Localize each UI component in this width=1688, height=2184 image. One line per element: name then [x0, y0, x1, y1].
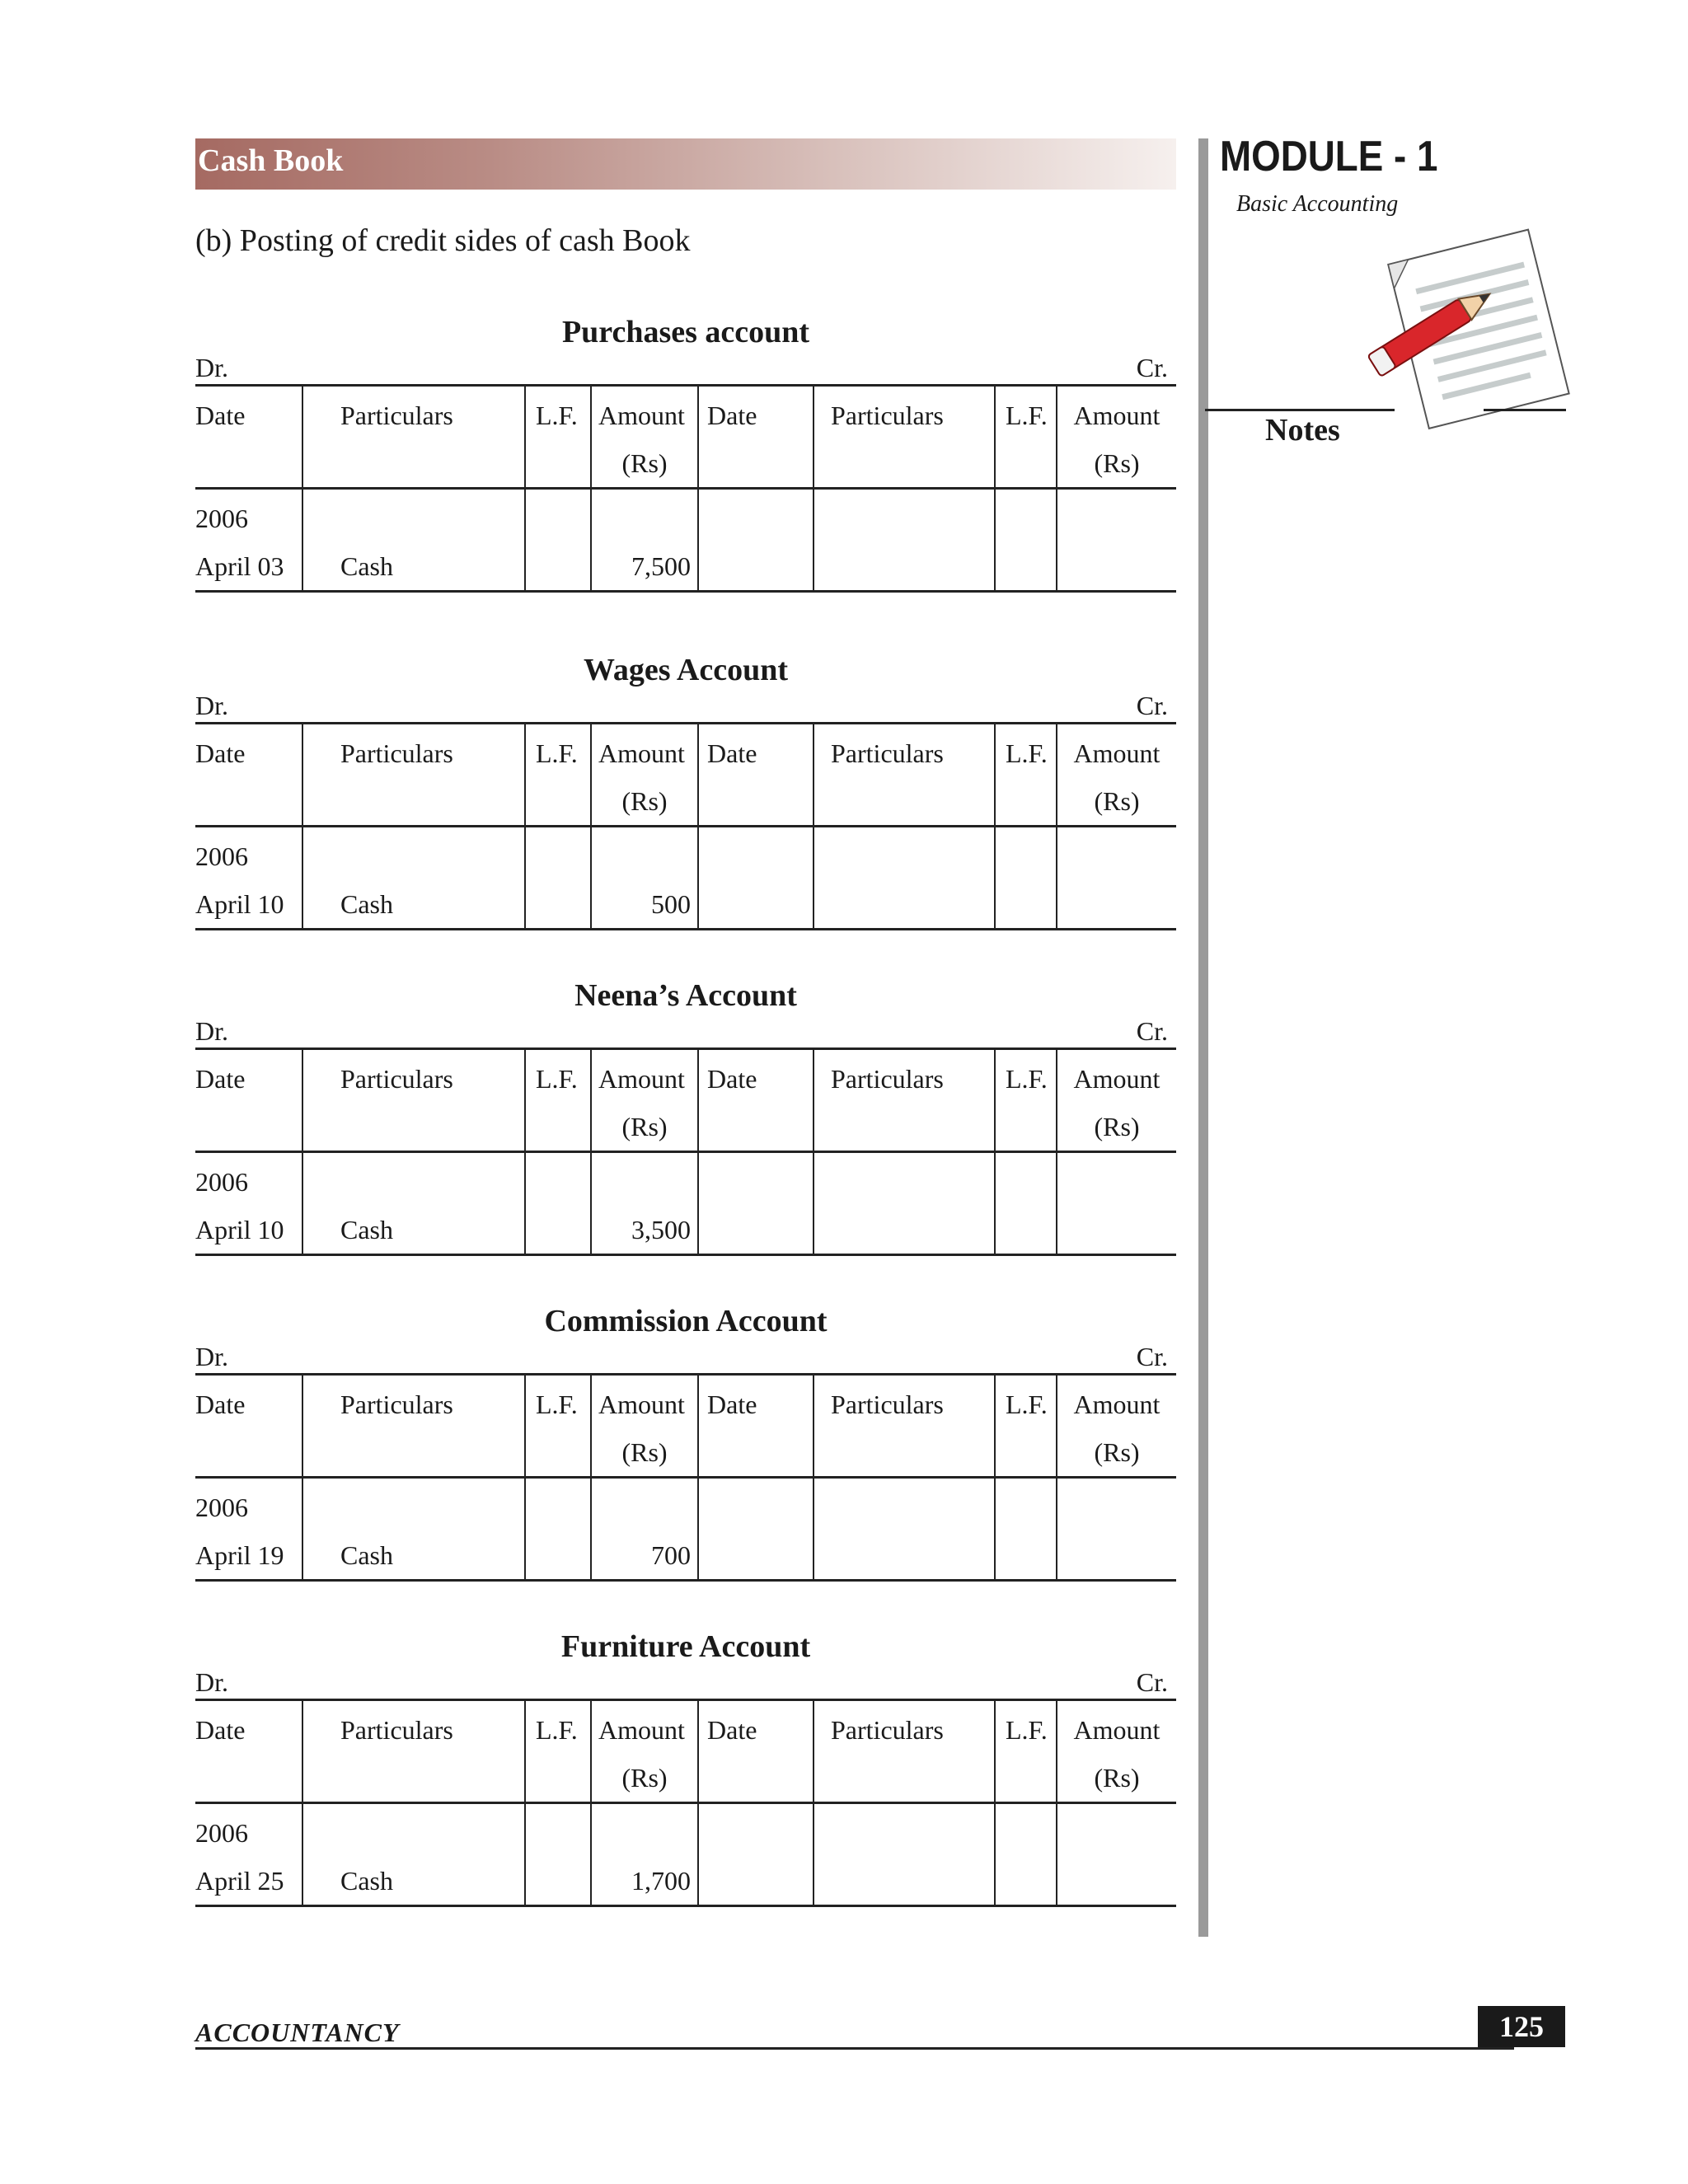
col-lf: L.F.	[525, 1375, 591, 1429]
entry-particulars: Cash	[302, 542, 525, 592]
amount-unit: (Rs)	[591, 1428, 698, 1478]
entry-amount: 7,500	[591, 542, 698, 592]
amount-unit: (Rs)	[1057, 439, 1176, 489]
ledger-title: Wages Account	[583, 653, 789, 687]
amount-unit: (Rs)	[1057, 1428, 1176, 1478]
col-lf: L.F.	[525, 1049, 591, 1104]
col-particulars: Particulars	[814, 1049, 995, 1104]
col-amount: Amount	[1057, 1700, 1176, 1755]
entry-particulars: Cash	[302, 1206, 525, 1255]
credit-label: Cr.	[1136, 1016, 1168, 1046]
ledger-title: Neena’s Account	[574, 978, 797, 1013]
credit-label: Cr.	[1136, 353, 1168, 382]
col-amount: Amount	[591, 1049, 698, 1104]
col-lf: L.F.	[995, 1375, 1057, 1429]
ledger-furniture	[195, 1628, 1176, 1907]
ledger-title: Purchases account	[561, 315, 810, 349]
col-date: Date	[195, 1049, 302, 1104]
col-particulars: Particulars	[302, 1700, 525, 1755]
ledger-table	[195, 722, 1176, 930]
amount-unit: (Rs)	[1057, 1103, 1176, 1152]
notes-label: Notes	[1265, 413, 1340, 448]
col-amount: Amount	[591, 1375, 698, 1429]
debit-label: Dr.	[195, 691, 228, 720]
col-particulars: Particulars	[302, 724, 525, 778]
col-lf: L.F.	[995, 386, 1057, 440]
amount-unit: (Rs)	[591, 439, 698, 489]
col-particulars: Particulars	[302, 386, 525, 440]
col-amount: Amount	[591, 1700, 698, 1755]
footer-subject: ACCOUNTANCY	[195, 2018, 400, 2047]
ledger-neena	[195, 977, 1176, 1256]
entry-year: 2006	[195, 1167, 248, 1197]
col-lf: L.F.	[525, 386, 591, 440]
entry-amount: 3,500	[591, 1206, 698, 1255]
entry-amount: 1,700	[591, 1857, 698, 1906]
col-lf: L.F.	[995, 1700, 1057, 1755]
col-lf: L.F.	[525, 1700, 591, 1755]
col-amount: Amount	[1057, 724, 1176, 778]
col-particulars: Particulars	[814, 1375, 995, 1429]
amount-unit: (Rs)	[591, 1103, 698, 1152]
entry-year: 2006	[195, 1493, 248, 1522]
entry-amount: 700	[591, 1531, 698, 1581]
col-lf: L.F.	[525, 724, 591, 778]
notes-rule-right	[1484, 409, 1566, 411]
module-title: MODULE - 1	[1220, 133, 1438, 180]
ledger-title: Furniture Account	[560, 1629, 811, 1664]
entry-particulars: Cash	[302, 1857, 525, 1906]
credit-label: Cr.	[1136, 691, 1168, 720]
ledger-table	[195, 1047, 1176, 1256]
ledger-table	[195, 1699, 1176, 1907]
entry-date: April 25	[195, 1857, 302, 1906]
amount-unit: (Rs)	[591, 1754, 698, 1803]
amount-unit: (Rs)	[1057, 1754, 1176, 1803]
entry-year: 2006	[195, 841, 248, 871]
entry-particulars: Cash	[302, 1531, 525, 1581]
entry-date: April 03	[195, 542, 302, 592]
debit-label: Dr.	[195, 1016, 228, 1046]
ledger-purchases	[195, 313, 1176, 593]
col-particulars: Particulars	[814, 386, 995, 440]
credit-label: Cr.	[1136, 1342, 1168, 1371]
entry-amount: 500	[591, 880, 698, 930]
entry-date: April 19	[195, 1531, 302, 1581]
col-date: Date	[698, 1700, 814, 1755]
col-amount: Amount	[591, 724, 698, 778]
col-amount: Amount	[1057, 1049, 1176, 1104]
debit-label: Dr.	[195, 1342, 228, 1371]
ledger-table	[195, 384, 1176, 593]
col-date: Date	[195, 1375, 302, 1429]
section-title: Cash Book	[198, 143, 344, 178]
module-subtitle: Basic Accounting	[1236, 191, 1399, 217]
footer-rule	[195, 2047, 1514, 2050]
notepad-pencil-icon	[1360, 214, 1574, 437]
col-date: Date	[195, 724, 302, 778]
col-particulars: Particulars	[814, 1700, 995, 1755]
col-particulars: Particulars	[302, 1049, 525, 1104]
col-lf: L.F.	[995, 1049, 1057, 1104]
notes-rule-left	[1205, 409, 1395, 411]
col-amount: Amount	[1057, 1375, 1176, 1429]
entry-date: April 10	[195, 1206, 302, 1255]
entry-date: April 10	[195, 880, 302, 930]
amount-unit: (Rs)	[591, 777, 698, 827]
col-amount: Amount	[591, 386, 698, 440]
col-particulars: Particulars	[814, 724, 995, 778]
amount-unit: (Rs)	[1057, 777, 1176, 827]
credit-label: Cr.	[1136, 1667, 1168, 1697]
col-date: Date	[195, 1700, 302, 1755]
page-number: 125	[1478, 2006, 1565, 2047]
debit-label: Dr.	[195, 353, 228, 382]
col-amount: Amount	[1057, 386, 1176, 440]
col-lf: L.F.	[995, 724, 1057, 778]
col-date: Date	[698, 1049, 814, 1104]
entry-particulars: Cash	[302, 880, 525, 930]
ledger-commission	[195, 1302, 1176, 1582]
entry-year: 2006	[195, 1818, 248, 1848]
col-date: Date	[698, 386, 814, 440]
debit-label: Dr.	[195, 1667, 228, 1697]
ledger-wages	[195, 651, 1176, 930]
col-date: Date	[698, 724, 814, 778]
entry-year: 2006	[195, 504, 248, 533]
col-date: Date	[195, 386, 302, 440]
col-particulars: Particulars	[302, 1375, 525, 1429]
page-subtitle: (b) Posting of credit sides of cash Book	[195, 223, 691, 258]
col-date: Date	[698, 1375, 814, 1429]
ledger-title: Commission Account	[544, 1304, 828, 1338]
ledger-table	[195, 1373, 1176, 1582]
